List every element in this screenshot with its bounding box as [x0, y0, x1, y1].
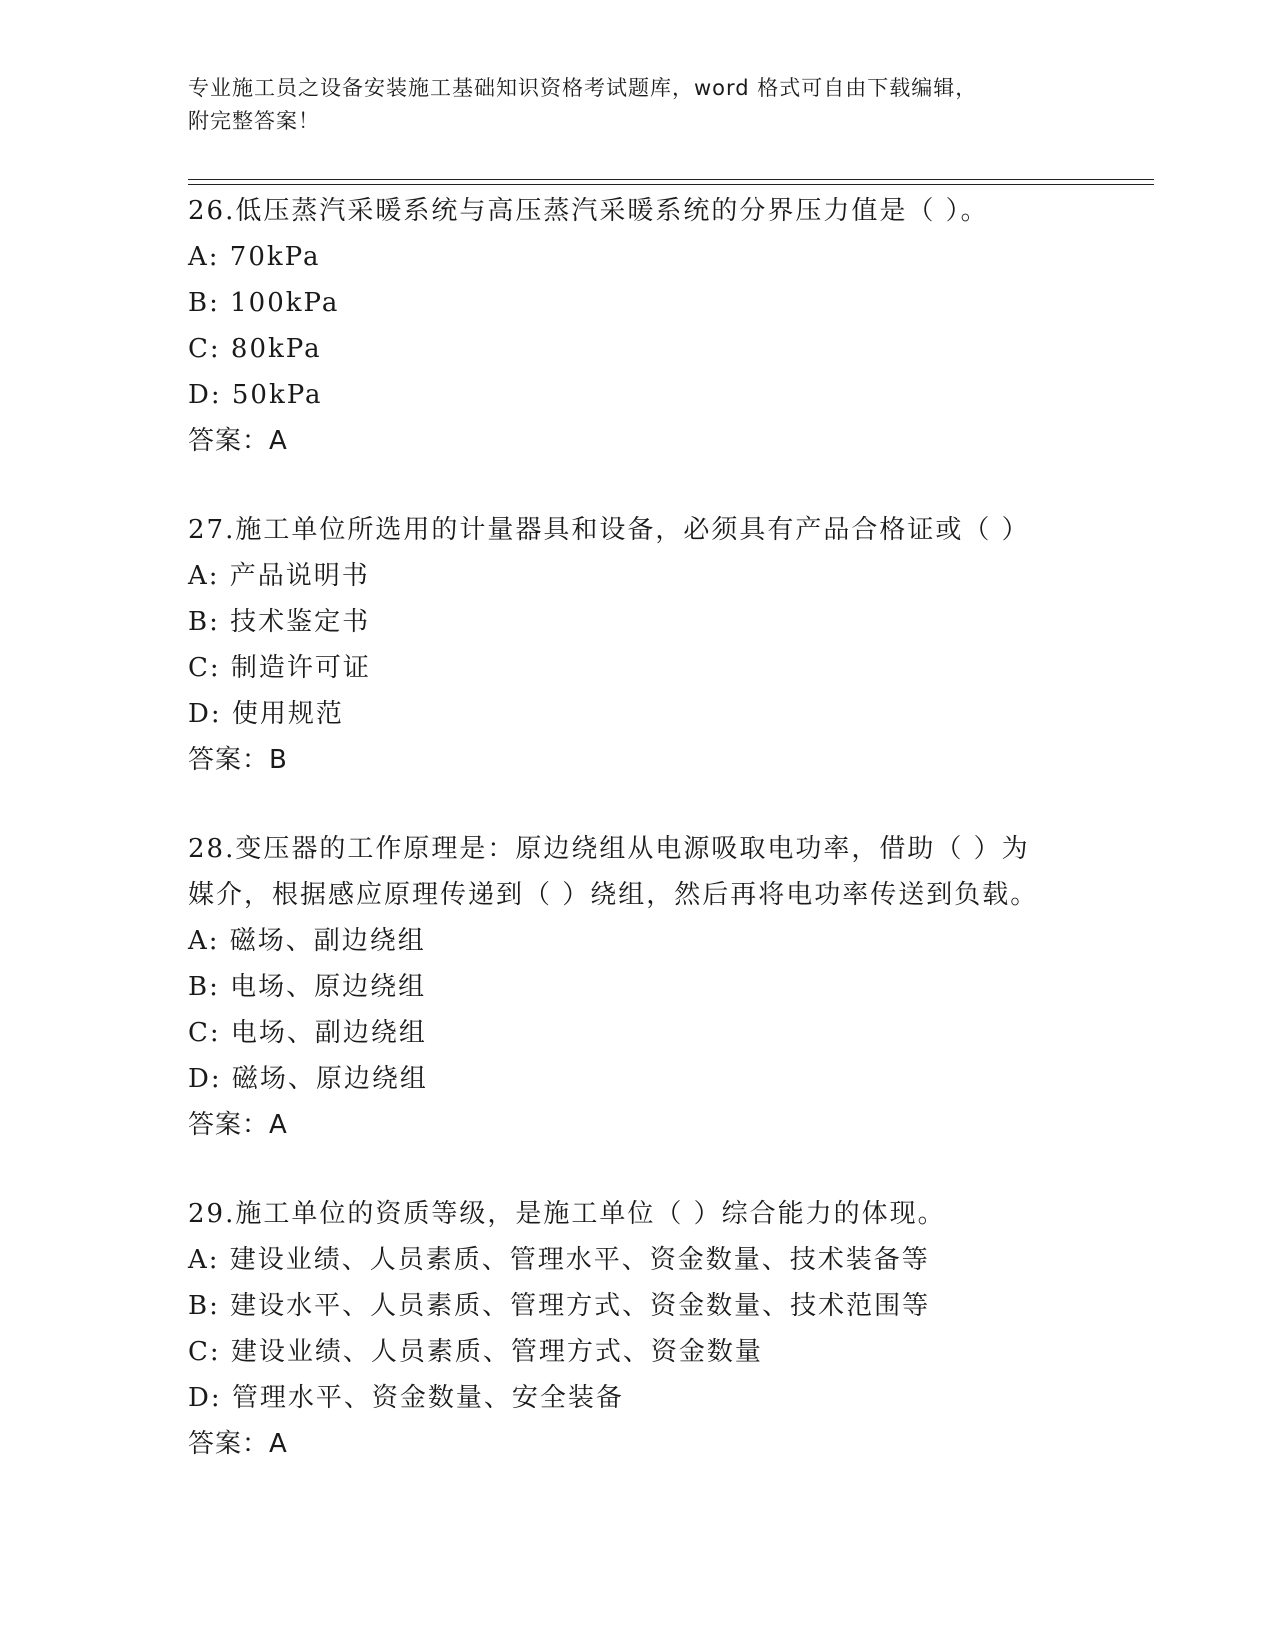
option-c: C: 建设业绩、人员素质、管理方式、资金数量: [188, 1337, 763, 1367]
option-b: B: 技术鉴定书: [188, 607, 371, 637]
question-stem: 27.施工单位所选用的计量器具和设备，必须具有产品合格证或（ ）: [188, 515, 1030, 545]
question-27: [188, 507, 1148, 783]
option-a: A: 建设业绩、人员素质、管理水平、资金数量、技术装备等: [188, 1245, 930, 1275]
header-divider-top: [188, 179, 1154, 180]
question-stem-line-2: 媒介，根据感应原理传递到（ ）绕组，然后再将电功率传送到负载。: [188, 880, 1039, 910]
option-a: A: 产品说明书: [188, 561, 370, 591]
option-a: A: 磁场、副边绕组: [188, 926, 426, 956]
option-b: B: 建设水平、人员素质、管理方式、资金数量、技术范围等: [188, 1291, 931, 1321]
header-line-1: 专业施工员之设备安装施工基础知识资格考试题库，word 格式可自由下载编辑，: [188, 76, 978, 100]
question-stem: 26.低压蒸汽采暖系统与高压蒸汽采暖系统的分界压力值是（ ）。: [188, 196, 989, 226]
header-divider-bottom: [188, 184, 1154, 185]
option-d: D: 使用规范: [188, 699, 344, 729]
question-29: [188, 1191, 1148, 1467]
option-b: B: 100kPa: [188, 288, 340, 318]
option-a: A: 70kPa: [188, 242, 321, 272]
option-b: B: 电场、原边绕组: [188, 972, 427, 1002]
answer: 答案：A: [188, 1429, 288, 1459]
question-28: [188, 826, 1148, 1148]
question-26: [188, 188, 1148, 464]
header-line-2: 附完整答案！: [188, 109, 320, 133]
answer: 答案：A: [188, 1110, 288, 1140]
option-d: D: 管理水平、资金数量、安全装备: [188, 1383, 624, 1413]
document-header: [188, 72, 1088, 138]
option-c: C: 电场、副边绕组: [188, 1018, 427, 1048]
answer: 答案：B: [188, 745, 288, 775]
answer: 答案：A: [188, 426, 288, 456]
option-d: D: 50kPa: [188, 380, 323, 410]
question-stem: 29.施工单位的资质等级，是施工单位（ ）综合能力的体现。: [188, 1199, 946, 1229]
option-d: D: 磁场、原边绕组: [188, 1064, 428, 1094]
question-stem-line-1: 28.变压器的工作原理是：原边绕组从电源吸取电功率，借助（ ）为: [188, 834, 1030, 864]
option-c: C: 80kPa: [188, 334, 322, 364]
option-c: C: 制造许可证: [188, 653, 371, 683]
